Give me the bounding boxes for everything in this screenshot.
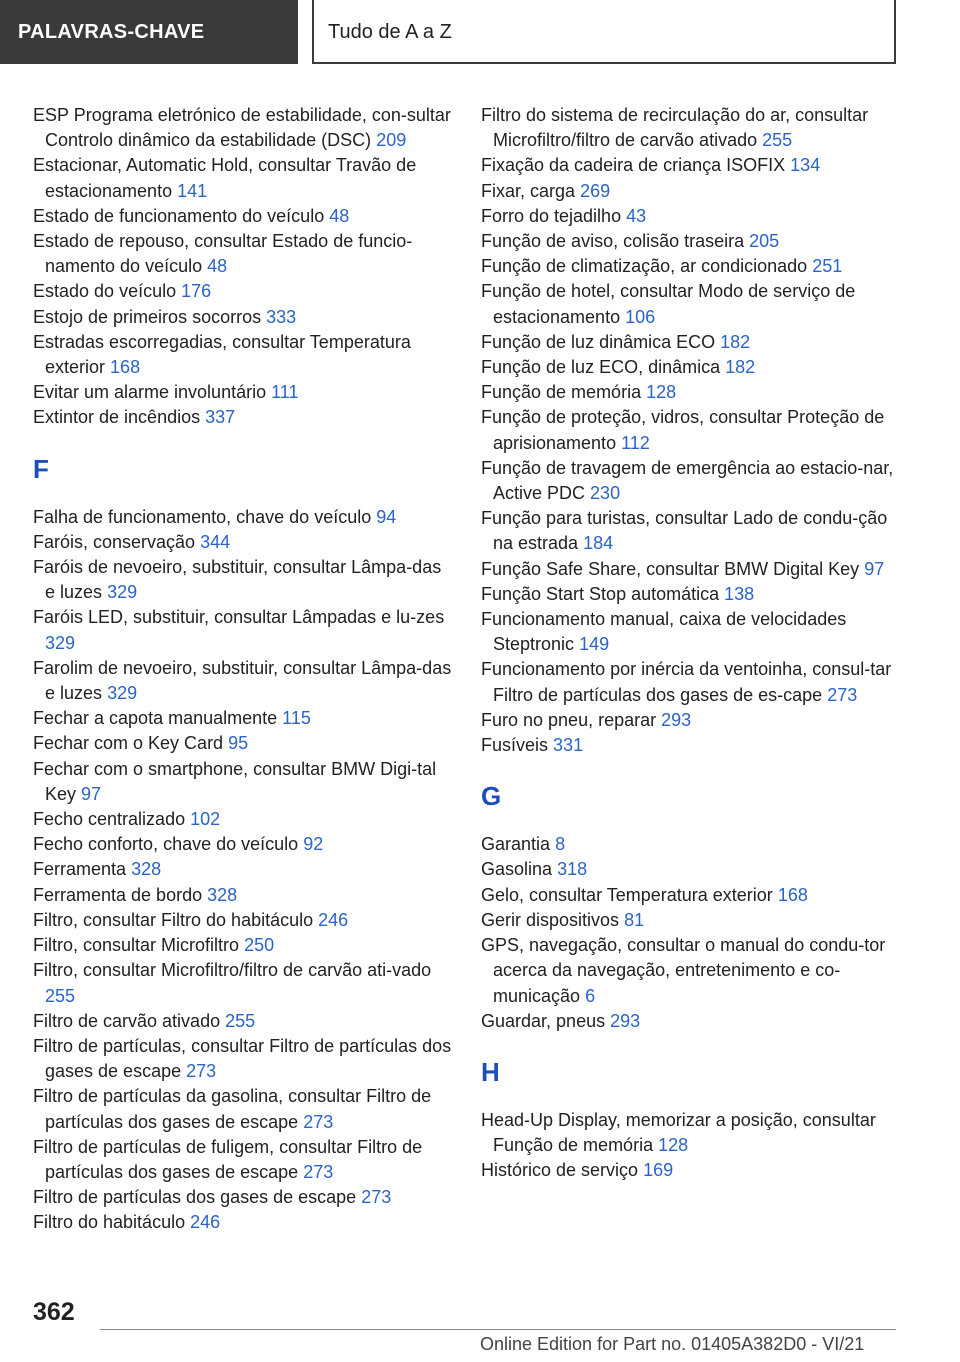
entry-text: Ferramenta de bordo — [33, 884, 203, 905]
entry-text: Faróis de nevoeiro, substituir, consultar Lâmpa-das e luzes — [33, 557, 442, 603]
index-entry — [33, 1034, 453, 1084]
index-entry — [33, 530, 453, 555]
entry-text: Fechar a capota manualmente — [33, 708, 278, 729]
page-link[interactable]: 48 — [207, 256, 228, 277]
entry-text: Função Start Stop automática — [481, 583, 720, 604]
index-column-left — [33, 103, 453, 1236]
page-link[interactable]: 128 — [646, 382, 677, 403]
entry-text: Função de travagem de emergência ao estacio-nar, Active PDC — [481, 457, 894, 504]
page-link[interactable]: 102 — [190, 809, 221, 830]
page-link[interactable]: 255 — [762, 130, 793, 151]
entry-text: Evitar um alarme involuntário — [33, 382, 267, 403]
page-number: 362 — [33, 1298, 75, 1326]
entry-text: Furo no pneu, reparar — [481, 709, 657, 730]
index-entry — [33, 1009, 453, 1034]
page-link[interactable]: 81 — [624, 909, 645, 930]
page-link[interactable]: 344 — [200, 531, 231, 552]
page-link[interactable]: 48 — [329, 205, 350, 226]
entry-text: Faróis, conservação — [33, 531, 196, 552]
page-link[interactable]: 176 — [181, 281, 212, 302]
page-link[interactable]: 331 — [553, 735, 584, 756]
page-link[interactable]: 246 — [190, 1212, 221, 1233]
entry-text: Fixação da cadeira de criança ISOFIX — [481, 155, 786, 176]
index-entry — [33, 883, 453, 908]
index-entry — [481, 355, 901, 380]
entry-text: Filtro, consultar Microfiltro — [33, 935, 240, 956]
entry-text: Histórico de serviço — [481, 1160, 639, 1181]
entry-text: Função de climatização, ar condicionado — [481, 256, 808, 277]
page-link[interactable]: 293 — [661, 709, 692, 730]
entry-text: Função de aviso, colisão traseira — [481, 231, 745, 252]
entry-text: Estradas escorregadias, consultar Temperatura exterior — [33, 331, 411, 378]
entry-text: Filtro de partículas da gasolina, consultar Filtro de partículas dos gases de escape — [33, 1086, 432, 1132]
page-link[interactable]: 6 — [585, 985, 596, 1006]
page-link[interactable]: 184 — [583, 533, 614, 554]
entry-text: Função de hotel, consultar Modo de serviço de estacionamento — [481, 281, 856, 327]
index-column-right — [481, 103, 901, 1184]
entry-text: Filtro de partículas de fuligem, consultar Filtro de partículas dos gases de escape — [33, 1136, 423, 1182]
entry-text: Gasolina — [481, 859, 553, 880]
edition-note: Online Edition for Part no. 01405A382D0 - VI/21 — [480, 1334, 865, 1354]
index-entry — [481, 857, 901, 882]
page-link[interactable]: 8 — [555, 834, 566, 855]
entry-text: Extintor de incêndios — [33, 407, 201, 428]
index-entry — [33, 229, 453, 279]
index-entry — [481, 1108, 901, 1158]
page-link[interactable]: 149 — [579, 634, 610, 655]
page-link[interactable]: 273 — [303, 1111, 334, 1132]
page-link[interactable]: 94 — [376, 506, 397, 527]
page-link[interactable]: 250 — [244, 935, 275, 956]
page-link[interactable]: 255 — [45, 985, 76, 1006]
index-entry — [481, 933, 901, 1009]
index-entry — [33, 405, 453, 430]
index-entry — [33, 605, 453, 655]
entry-text: Funcionamento manual, caixa de velocidades Steptronic — [481, 609, 847, 655]
index-entry — [33, 279, 453, 304]
index-entry — [33, 153, 453, 203]
index-entry — [33, 555, 453, 605]
entry-text: Falha de funcionamento, chave do veículo — [33, 506, 372, 527]
index-entry — [33, 933, 453, 958]
page-link[interactable]: 333 — [266, 306, 297, 327]
index-entry — [33, 380, 453, 405]
chapter-title: Tudo de A a Z — [312, 0, 896, 64]
page-link[interactable]: 255 — [225, 1010, 256, 1031]
page-link[interactable]: 328 — [131, 859, 162, 880]
index-entry — [481, 179, 901, 204]
entry-text: Fechar com o smartphone, consultar BMW Digi-tal Key — [33, 758, 437, 804]
page-link[interactable]: 269 — [580, 180, 611, 201]
index-entry — [33, 204, 453, 229]
page-link[interactable]: 168 — [777, 884, 808, 905]
page-link[interactable]: 273 — [303, 1161, 334, 1182]
index-entry — [33, 857, 453, 882]
entry-text: Função Safe Share, consultar BMW Digital Key — [481, 558, 860, 579]
entry-text: Estado do veículo — [33, 281, 177, 302]
entry-text: Função de luz dinâmica ECO — [481, 331, 716, 352]
entry-text: Gerir dispositivos — [481, 909, 620, 930]
entry-text: Filtro, consultar Microfiltro/filtro de carvão ati-vado — [33, 960, 432, 981]
index-entry — [33, 807, 453, 832]
entry-text: Fechar com o Key Card — [33, 733, 224, 754]
entry-text: Head-Up Display, memorizar a posição, consultar Função de memória — [481, 1109, 876, 1156]
index-entry — [481, 330, 901, 355]
entry-text: Estado de repouso, consultar Estado de funcio-namento do veículo — [33, 231, 413, 277]
page-link[interactable]: 111 — [271, 382, 299, 403]
entry-text: Farolim de nevoeiro, substituir, consultar Lâmpa-das e luzes — [33, 657, 452, 704]
page-link[interactable]: 273 — [827, 684, 858, 705]
index-entry — [481, 883, 901, 908]
page-link[interactable]: 273 — [361, 1187, 392, 1208]
section-letter: G — [481, 781, 502, 812]
index-entry — [481, 229, 901, 254]
page-link[interactable]: 328 — [207, 884, 238, 905]
page-link[interactable]: 209 — [376, 130, 407, 151]
index-entry — [481, 153, 901, 178]
page-link[interactable]: 92 — [303, 834, 324, 855]
index-entry — [481, 456, 901, 506]
entry-text: Funcionamento por inércia da ventoinha, consul-tar Filtro de partículas dos gases de es-cape — [481, 659, 892, 705]
index-entry — [481, 506, 901, 556]
page-link[interactable]: 97 — [864, 558, 885, 579]
index-entry — [481, 204, 901, 229]
footer-divider — [100, 1329, 896, 1330]
index-entry — [33, 832, 453, 857]
page-link[interactable]: 134 — [790, 155, 821, 176]
page-link[interactable]: 115 — [282, 708, 311, 729]
index-entry — [33, 330, 453, 380]
page-link[interactable]: 182 — [725, 357, 756, 378]
page-link[interactable]: 106 — [625, 306, 656, 327]
index-entry — [33, 908, 453, 933]
entry-text: Filtro, consultar Filtro do habitáculo — [33, 909, 314, 930]
page-link[interactable]: 95 — [228, 733, 249, 754]
index-entry — [481, 405, 901, 455]
entry-text: Filtro do sistema de recirculação do ar, consultar Microfiltro/filtro de carvão ativado — [481, 105, 869, 151]
section-letter: H — [481, 1056, 500, 1087]
entry-text: Filtro de carvão ativado — [33, 1010, 221, 1031]
entry-text: Função de proteção, vidros, consultar Proteção de aprisionamento — [481, 407, 885, 453]
entry-text: Forro do tejadilho — [481, 205, 622, 226]
index-entry — [481, 607, 901, 657]
index-entry — [481, 908, 901, 933]
index-entry — [33, 757, 453, 807]
entry-text: Filtro de partículas, consultar Filtro de partículas dos gases de escape — [33, 1035, 452, 1082]
page-link[interactable]: 329 — [45, 632, 76, 653]
page-link[interactable]: 128 — [658, 1135, 689, 1156]
index-entry — [481, 582, 901, 607]
index-entry — [481, 1158, 901, 1183]
index-entry — [33, 958, 453, 1008]
index-entry — [481, 279, 901, 329]
page-link[interactable]: 43 — [626, 205, 647, 226]
entry-text: Faróis LED, substituir, consultar Lâmpadas e lu-zes — [33, 607, 445, 628]
index-entry — [33, 1084, 453, 1134]
entry-text: Garantia — [481, 834, 551, 855]
page-link[interactable]: 205 — [749, 231, 780, 252]
entry-text: Fusíveis — [481, 735, 549, 756]
page-link[interactable]: 138 — [724, 583, 755, 604]
entry-text: Filtro de partículas dos gases de escape — [33, 1187, 357, 1208]
page-header — [0, 0, 960, 64]
page-link[interactable]: 329 — [107, 683, 138, 704]
index-entry — [481, 254, 901, 279]
entry-text: Função de memória — [481, 382, 642, 403]
entry-text: Gelo, consultar Temperatura exterior — [481, 884, 773, 905]
index-entry — [33, 1135, 453, 1185]
page-link[interactable]: 337 — [205, 407, 236, 428]
page-link[interactable]: 182 — [720, 331, 751, 352]
index-entry — [481, 657, 901, 707]
index-entry — [33, 305, 453, 330]
index-entry — [481, 103, 901, 153]
page-link[interactable]: 230 — [590, 483, 621, 504]
section-letter: F — [33, 453, 49, 484]
page-link[interactable]: 97 — [81, 783, 102, 804]
page-link[interactable]: 246 — [318, 909, 349, 930]
entry-text: Ferramenta — [33, 859, 127, 880]
index-entry — [481, 380, 901, 405]
index-entry — [481, 733, 901, 758]
index-entry — [33, 706, 453, 731]
entry-text: Função de luz ECO, dinâmica — [481, 357, 721, 378]
index-entry — [33, 731, 453, 756]
page-link[interactable]: 293 — [610, 1010, 641, 1031]
page-link[interactable]: 329 — [107, 582, 138, 603]
entry-text: GPS, navegação, consultar o manual do condu-tor acerca da navegação, entretenimento e co-municação — [481, 935, 886, 1006]
entry-text: ESP Programa eletrónico de estabilidade, con-sultar Controlo dinâmico da estabilidade (DSC) — [33, 105, 451, 151]
page-link[interactable]: 112 — [621, 432, 650, 453]
page-link[interactable]: 141 — [177, 180, 208, 201]
entry-text: Estado de funcionamento do veículo — [33, 205, 325, 226]
entry-text: Fecho conforto, chave do veículo — [33, 834, 299, 855]
page-link[interactable]: 168 — [110, 357, 141, 378]
page-link[interactable]: 273 — [186, 1061, 217, 1082]
entry-text: Função para turistas, consultar Lado de condu-ção na estrada — [481, 508, 888, 554]
page-link[interactable]: 251 — [812, 256, 843, 277]
index-entry — [481, 832, 901, 857]
index-entry — [481, 1009, 901, 1034]
entry-text: Fecho centralizado — [33, 809, 186, 830]
index-entry — [481, 708, 901, 733]
index-entry — [33, 1210, 453, 1235]
entry-text: Estacionar, Automatic Hold, consultar Travão de estacionamento — [33, 155, 417, 201]
entry-text: Filtro do habitáculo — [33, 1212, 186, 1233]
index-entry — [33, 505, 453, 530]
index-entry — [481, 557, 901, 582]
page-link[interactable]: 169 — [643, 1160, 674, 1181]
index-entry — [33, 103, 453, 153]
section-tab: PALAVRAS-CHAVE — [0, 0, 298, 64]
index-entry — [33, 656, 453, 706]
entry-text: Fixar, carga — [481, 180, 576, 201]
page-link[interactable]: 318 — [557, 859, 588, 880]
entry-text: Guardar, pneus — [481, 1010, 606, 1031]
entry-text: Estojo de primeiros socorros — [33, 306, 262, 327]
index-entry — [33, 1185, 453, 1210]
